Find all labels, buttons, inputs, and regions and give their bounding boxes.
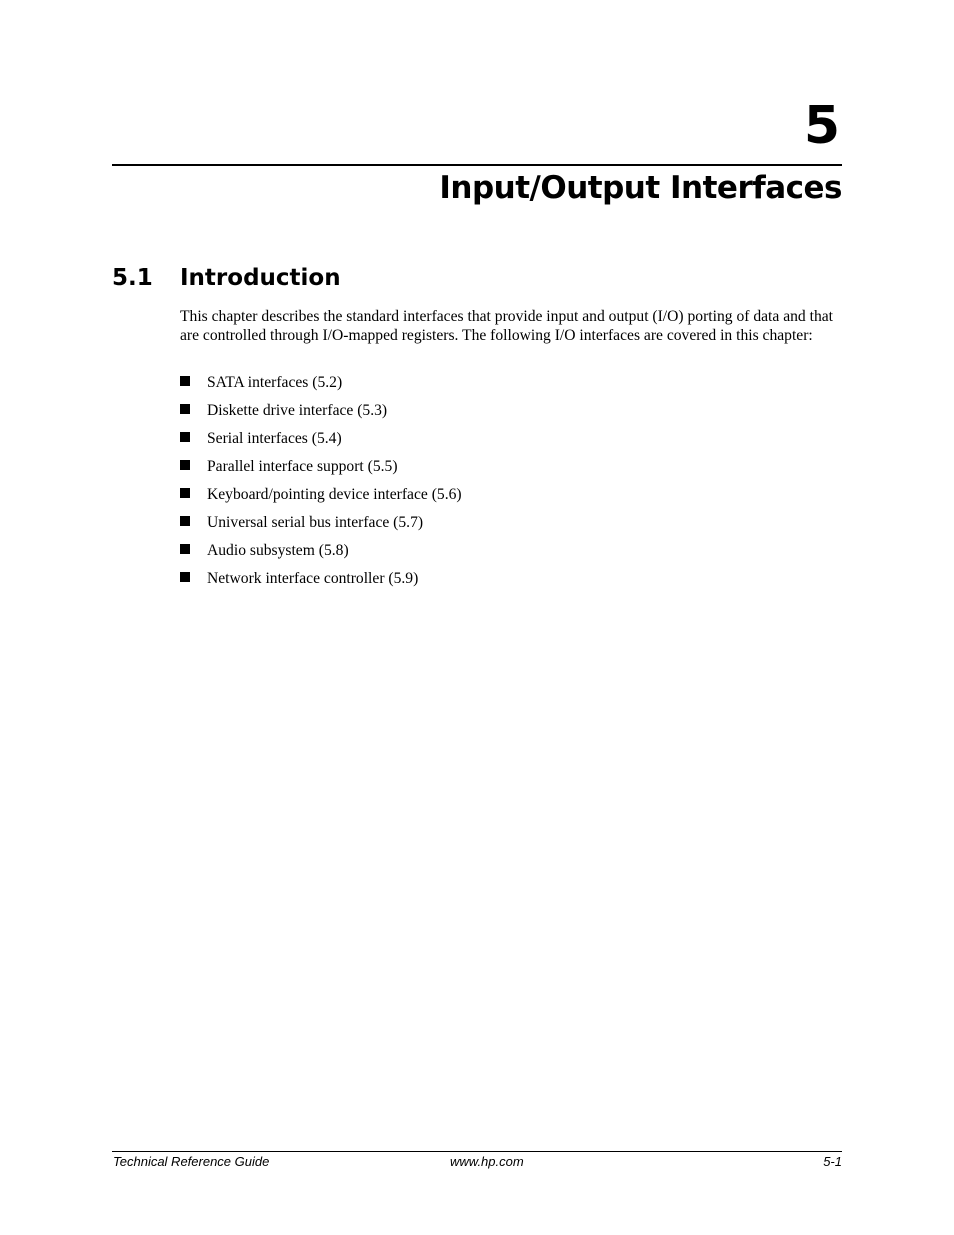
- list-item-text: Diskette drive interface (5.3): [207, 402, 388, 419]
- page-number: 5-1: [823, 1154, 842, 1169]
- list-item-text: Audio subsystem (5.8): [207, 542, 349, 559]
- list-item-text: Network interface controller (5.9): [207, 570, 419, 587]
- square-bullet-icon: [180, 460, 190, 470]
- square-bullet-icon: [180, 404, 190, 414]
- section-number: 5.1: [112, 265, 153, 291]
- square-bullet-icon: [180, 544, 190, 554]
- list-item: [180, 485, 462, 513]
- square-bullet-icon: [180, 432, 190, 442]
- list-item-text: Serial interfaces (5.4): [207, 430, 342, 447]
- footer-website: www.hp.com: [450, 1154, 524, 1169]
- interface-list: [180, 373, 462, 597]
- list-item-text: Universal serial bus interface (5.7): [207, 514, 424, 531]
- section-heading: [112, 262, 341, 294]
- list-item: [180, 401, 462, 429]
- chapter-title: Input/Output Interfaces: [439, 170, 842, 206]
- intro-paragraph: This chapter describes the standard interfaces that provide input and output (I/O) porting of data and that are controlled through I/O-mapped registers. The following I/O interfaces are covered in this chapter:: [180, 308, 833, 344]
- chapter-number: 5: [803, 96, 840, 156]
- footer-divider: [112, 1151, 842, 1152]
- list-item: [180, 457, 462, 485]
- list-item-text: Parallel interface support (5.5): [207, 458, 398, 475]
- footer-document-title: Technical Reference Guide: [113, 1154, 270, 1169]
- chapter-divider: [112, 164, 842, 166]
- square-bullet-icon: [180, 376, 190, 386]
- square-bullet-icon: [180, 572, 190, 582]
- square-bullet-icon: [180, 516, 190, 526]
- list-item: [180, 513, 462, 541]
- list-item: [180, 541, 462, 569]
- list-item: [180, 569, 462, 597]
- list-item: [180, 429, 462, 457]
- list-item: [180, 373, 462, 401]
- section-title: Introduction: [180, 265, 341, 291]
- list-item-text: SATA interfaces (5.2): [207, 374, 343, 391]
- square-bullet-icon: [180, 488, 190, 498]
- list-item-text: Keyboard/pointing device interface (5.6): [207, 486, 462, 503]
